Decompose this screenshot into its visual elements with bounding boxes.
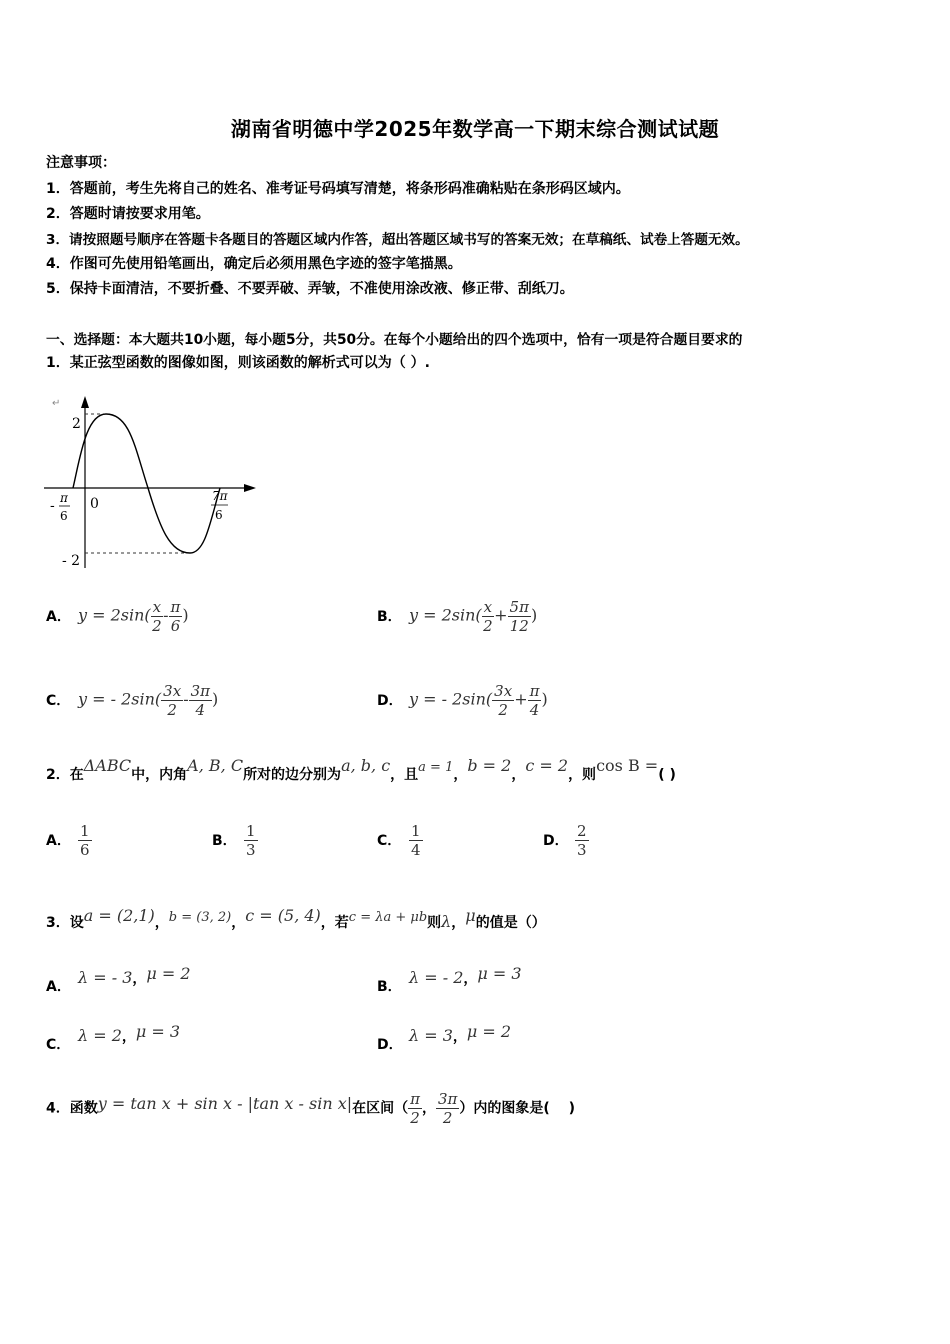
- sine-curve: [73, 414, 220, 553]
- y-axis-arrow: [81, 396, 89, 408]
- q1-option-d[interactable]: D． y = - 2sin( $\frac{3x}{2}$ + $\frac{\pi}{4}$ ): [377, 682, 548, 719]
- q1-stem: 1．某正弦型函数的图像如图，则该函数的解析式可以为（ ）.: [46, 355, 430, 371]
- section-heading: 一、选择题：本大题共10小题，每小题5分，共50分。在每个小题给出的四个选项中，恰有一项是符合题目要求的: [46, 332, 743, 348]
- q1-option-b[interactable]: B． y = 2sin( $\frac{x}{2}$ + $\frac{5\pi}{12}$ ): [377, 598, 538, 635]
- x-right-den: 6: [215, 508, 223, 522]
- q3-option-c[interactable]: C． λ = 2，μ = 3: [46, 1022, 181, 1053]
- sine-graph: [40, 388, 270, 573]
- origin-label: 0: [90, 496, 99, 512]
- q3-stem: 3．设a = (2,1)，b = (3, 2)，c = (5, 4)，若c = λa + μb则λ，μ的值是（）: [46, 906, 546, 931]
- notice-item-1: 1．答题前，考生先将自己的姓名、准考证号码填写清楚，将条形码准确粘贴在条形码区域内。: [46, 181, 630, 197]
- y-bottom-label: - 2: [62, 553, 81, 569]
- x-left-den: 6: [60, 509, 68, 523]
- q2-option-b[interactable]: B． $\frac{1}{3}$: [212, 822, 256, 859]
- q3-option-d[interactable]: D． λ = 3，μ = 2: [377, 1022, 512, 1053]
- notice-item-5: 5．保持卡面清洁，不要折叠、不要弄破、弄皱，不准使用涂改液、修正带、刮纸刀。: [46, 281, 574, 297]
- x-left-sign: -: [50, 498, 55, 514]
- arrow-mark: ↵: [52, 398, 61, 409]
- page-title: 湖南省明德中学2025年数学高一下期末综合测试试题: [230, 117, 720, 141]
- notice-item-3: 3．请按照题号顺序在答题卡各题目的答题区域内作答，超出答题区域书写的答案无效；在草稿纸、试卷上答题无效。: [46, 232, 749, 248]
- q2-option-a[interactable]: A． $\frac{1}{6}$: [46, 822, 90, 859]
- y-top-label: 2: [72, 416, 81, 432]
- q3-option-b[interactable]: B． λ = - 2，μ = 3: [377, 964, 522, 995]
- q1-option-a[interactable]: A． y = 2sin( $\frac{x}{2}$ - $\frac{\pi}{6}$ ): [46, 598, 189, 635]
- x-left-num: π: [60, 491, 68, 505]
- notice-heading: 注意事项：: [46, 155, 116, 171]
- q3-option-a[interactable]: A． λ = - 3，μ = 2: [46, 964, 191, 995]
- q2-option-c[interactable]: C． $\frac{1}{4}$: [377, 822, 421, 859]
- x-right-num: 7π: [212, 489, 228, 503]
- q2-stem: 2．在ΔABC中，内角A, B, C所对的边分别为a, b, c，且a = 1，b = 2，c = 2，则cos B =( ): [46, 756, 676, 783]
- x-axis-arrow: [244, 484, 256, 492]
- notice-item-4: 4．作图可先使用铅笔画出，确定后必须用黑色字迹的签字笔描黑。: [46, 256, 462, 272]
- q4-stem: 4．函数y = tan x + sin x - |tan x - sin x|在区间（ $\frac{\pi}{2}$ ， $\frac{3\pi}{2}$ ）内的图象是( ): [46, 1090, 576, 1127]
- notice-item-2: 2．答题时请按要求用笔。: [46, 206, 210, 222]
- q2-option-d[interactable]: D． $\frac{2}{3}$: [543, 822, 587, 859]
- q1-option-c[interactable]: C． y = - 2sin( $\frac{3x}{2}$ - $\frac{3\pi}{4}$ ): [46, 682, 219, 719]
